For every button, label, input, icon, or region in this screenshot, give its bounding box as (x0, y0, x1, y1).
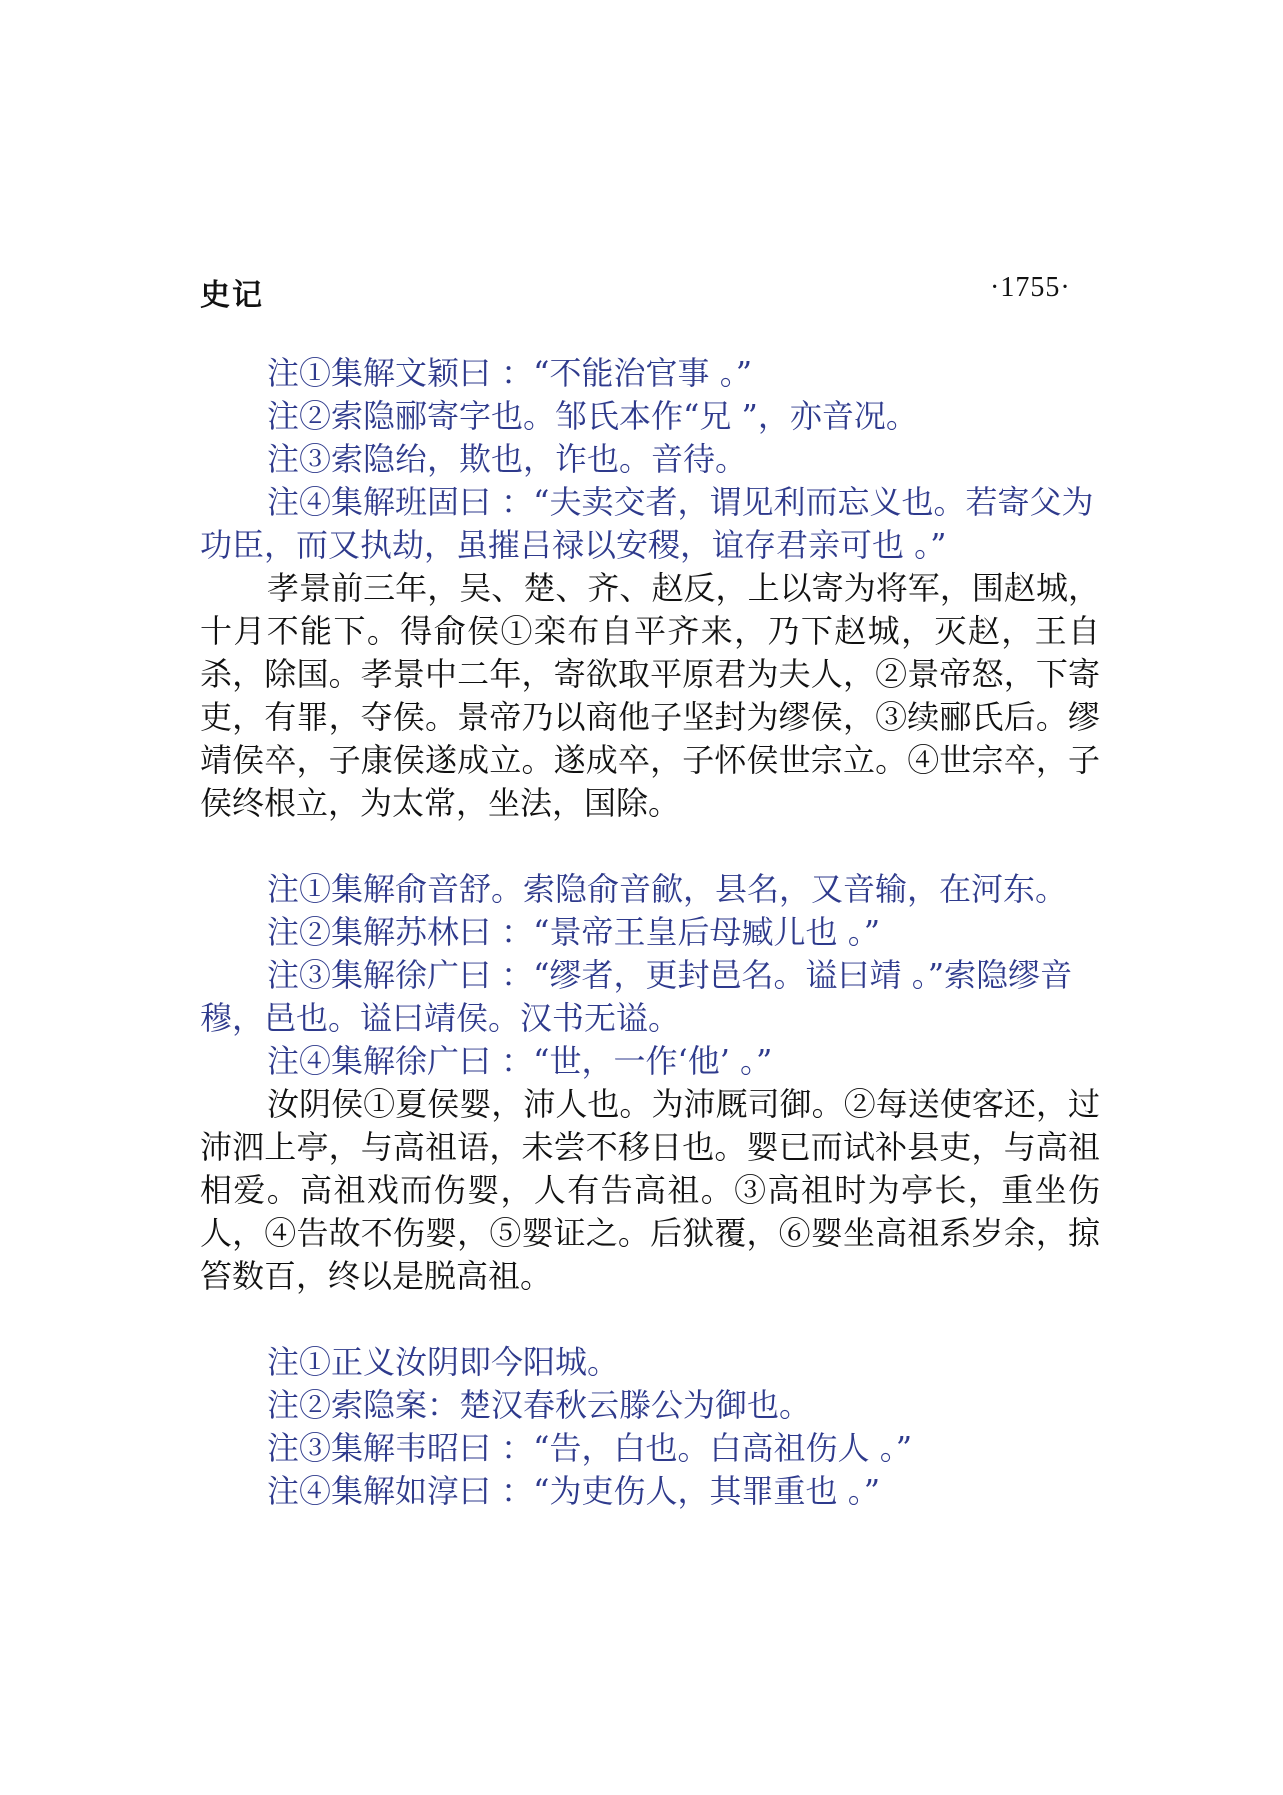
section-spacer (200, 825, 1100, 868)
notes-block-2 (200, 868, 1100, 1083)
annotation-note: 注①正义汝阴即今阳城。 (267, 1343, 620, 1381)
annotation-note: 注④集解徐广曰 ：“世，一作‘他’ 。” (267, 1042, 773, 1080)
running-head-title: 史记 (200, 278, 264, 313)
annotation-note: 注②索隐郦寄字也。邹氏本作“兄 ”，亦音况。 (267, 397, 918, 435)
annotation-note: 注②集解苏林曰 ：“景帝王皇后母臧儿也 。” (267, 913, 881, 951)
notes-block-3 (200, 1341, 1100, 1513)
annotation-note: 注③集解徐广曰 ：“缪者，更封邑名。谥曰靖 。”索隐缪音穆，邑也。谥曰靖侯。汉书无谥。 (200, 956, 1073, 1037)
annotation-note: 注①集解俞音舒。索隐俞音歈，县名，又音输，在河东。 (267, 870, 1068, 908)
body-paragraph: 汝阴侯①夏侯婴，沛人也。为沛厩司御。②每送使客还，过沛泗上亭，与高祖语，未尝不移日也。婴已而试补县吏，与高祖相爱。高祖戏而伤婴，人有告高祖。③高祖时为亭长，重坐伤人，④告故不伤婴，⑤婴证之。后狱覆，⑥婴坐高祖系岁余，掠笞数百，终以是脱高祖。 (200, 1085, 1100, 1295)
annotation-note: 注③集解韦昭曰 ：“告，白也。白高祖伤人 。” (267, 1429, 913, 1467)
notes-block-1 (200, 352, 1100, 567)
annotation-note: 注④集解班固曰 ：“夫卖交者，谓见利而忘义也。若寄父为功臣，而又执劫，虽摧吕禄以安稷，谊存君亲可也 。” (200, 483, 1094, 564)
annotation-note: 注①集解文颖曰 ：“不能治官事 。” (267, 354, 753, 392)
annotation-note: 注②索隐案：楚汉春秋云滕公为御也。 (267, 1386, 812, 1424)
page-number: ·1755· (990, 272, 1071, 303)
annotation-note: 注④集解如淳曰 ：“为吏伤人，其罪重也 。” (267, 1472, 881, 1510)
main-text (200, 352, 1100, 1513)
body-paragraph: 孝景前三年，吴、楚、齐、赵反，上以寄为将军，围赵城，十月不能下。得俞侯①栾布自平齐来，乃下赵城，灭赵，王自杀，除国。孝景中二年，寄欲取平原君为夫人，②景帝怒，下寄吏，有罪，夺侯。景帝乃以商他子坚封为缪侯，③续郦氏后。缪靖侯卒，子康侯遂成立。遂成卒，子怀侯世宗立。④世宗卒，子侯终根立，为太常，坐法，国除。 (200, 569, 1100, 822)
section-spacer (200, 1298, 1100, 1341)
annotation-note: 注③索隐绐，欺也，诈也。音待。 (267, 440, 748, 478)
